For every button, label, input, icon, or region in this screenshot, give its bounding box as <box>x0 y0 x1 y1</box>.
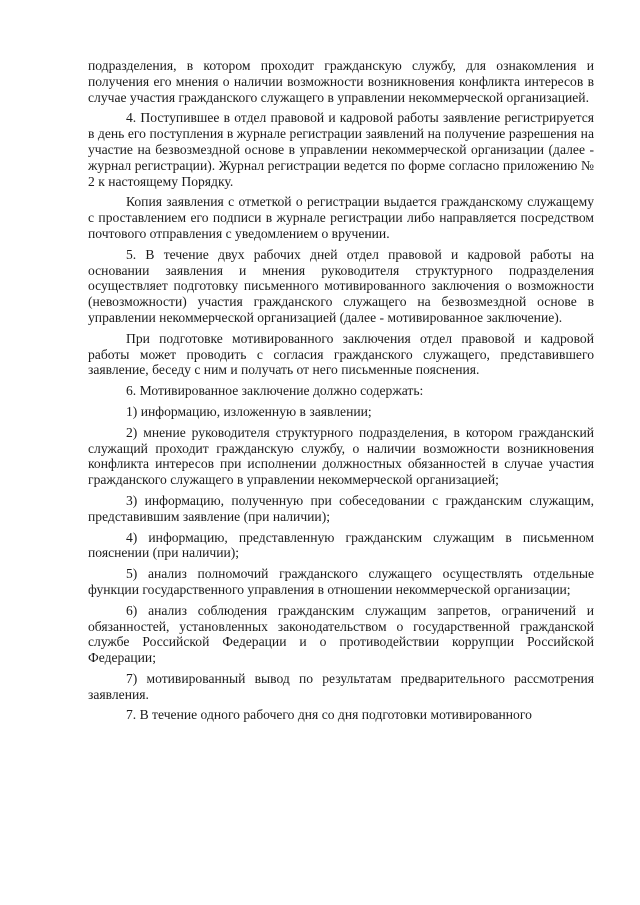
list-item-4: 4) информацию, представленную гражданским служащим в письменном пояснении (при наличии); <box>88 529 594 561</box>
list-item-3: 3) информацию, полученную при собеседовании с гражданским служащим, представившим заявление (при наличии); <box>88 492 594 524</box>
paragraph-item-6: 6. Мотивированное заключение должно содержать: <box>126 383 424 399</box>
paragraph-item-5: 5. В течение двух рабочих дней отдел правовой и кадровой работы на основании заявления и мнения руководителя структурного подразделения осуществляет подготовку письменного мотивированного заключения о возможности (невозможности) участия гражданского служащего на безвозмездной основе в управлении некоммерческой организацией (далее - мотивированное заключение). <box>88 246 594 325</box>
list-item-1: 1) информацию, изложенную в заявлении; <box>126 403 372 419</box>
list-item-2: 2) мнение руководителя структурного подразделения, в котором гражданский служащий проходит гражданскую службу, о наличии возможности возникновения конфликта интересов при исполнении должностных обязанностей в случае участия гражданского служащего в управлении некоммерческой организацией; <box>88 424 594 488</box>
paragraph-item-7: 7. В течение одного рабочего дня со дня подготовки мотивированного <box>126 707 532 723</box>
paragraph-item-4: 4. Поступившее в отдел правовой и кадровой работы заявление регистрируется в день его поступления в журнале регистрации заявлений на получение разрешения на участие на безвозмездной основе в управлении некоммерческой организации (далее - журнал регистрации). Журнал регистрации ведется по форме согласно приложению № 2 к настоящему Порядку. <box>88 110 594 189</box>
paragraph-continuation: подразделения, в котором проходит гражданскую службу, для ознакомления и получения его мнения о наличии возможности возникновения конфликта интересов в случае участия гражданского служащего в управлении некоммерческой организацией. <box>88 58 594 105</box>
list-item-7: 7) мотивированный вывод по результатам предварительного рассмотрения заявления. <box>88 670 594 702</box>
paragraph-copy-of-application: Копия заявления с отметкой о регистрации выдается гражданскому служащему с проставлением его подписи в журнале регистрации либо направляется посредством почтового отправления с уведомлением о вручении. <box>88 194 594 241</box>
document-body <box>88 58 594 723</box>
list-item-5: 5) анализ полномочий гражданского служащего осуществлять отдельные функции государственного управления в отношении некоммерческой организации; <box>88 566 594 597</box>
paragraph-preparation: При подготовке мотивированного заключения отдел правовой и кадровой работы может проводить с согласия гражданского служащего, представившего заявление, беседу с ним и получать от него письменные пояснения. <box>88 330 594 378</box>
list-item-6: 6) анализ соблюдения гражданским служащим запретов, ограничений и обязанностей, установленных законодательством о государственной гражданской службе Российской Федерации и о противодействии коррупции Российской Федерации; <box>88 602 594 666</box>
